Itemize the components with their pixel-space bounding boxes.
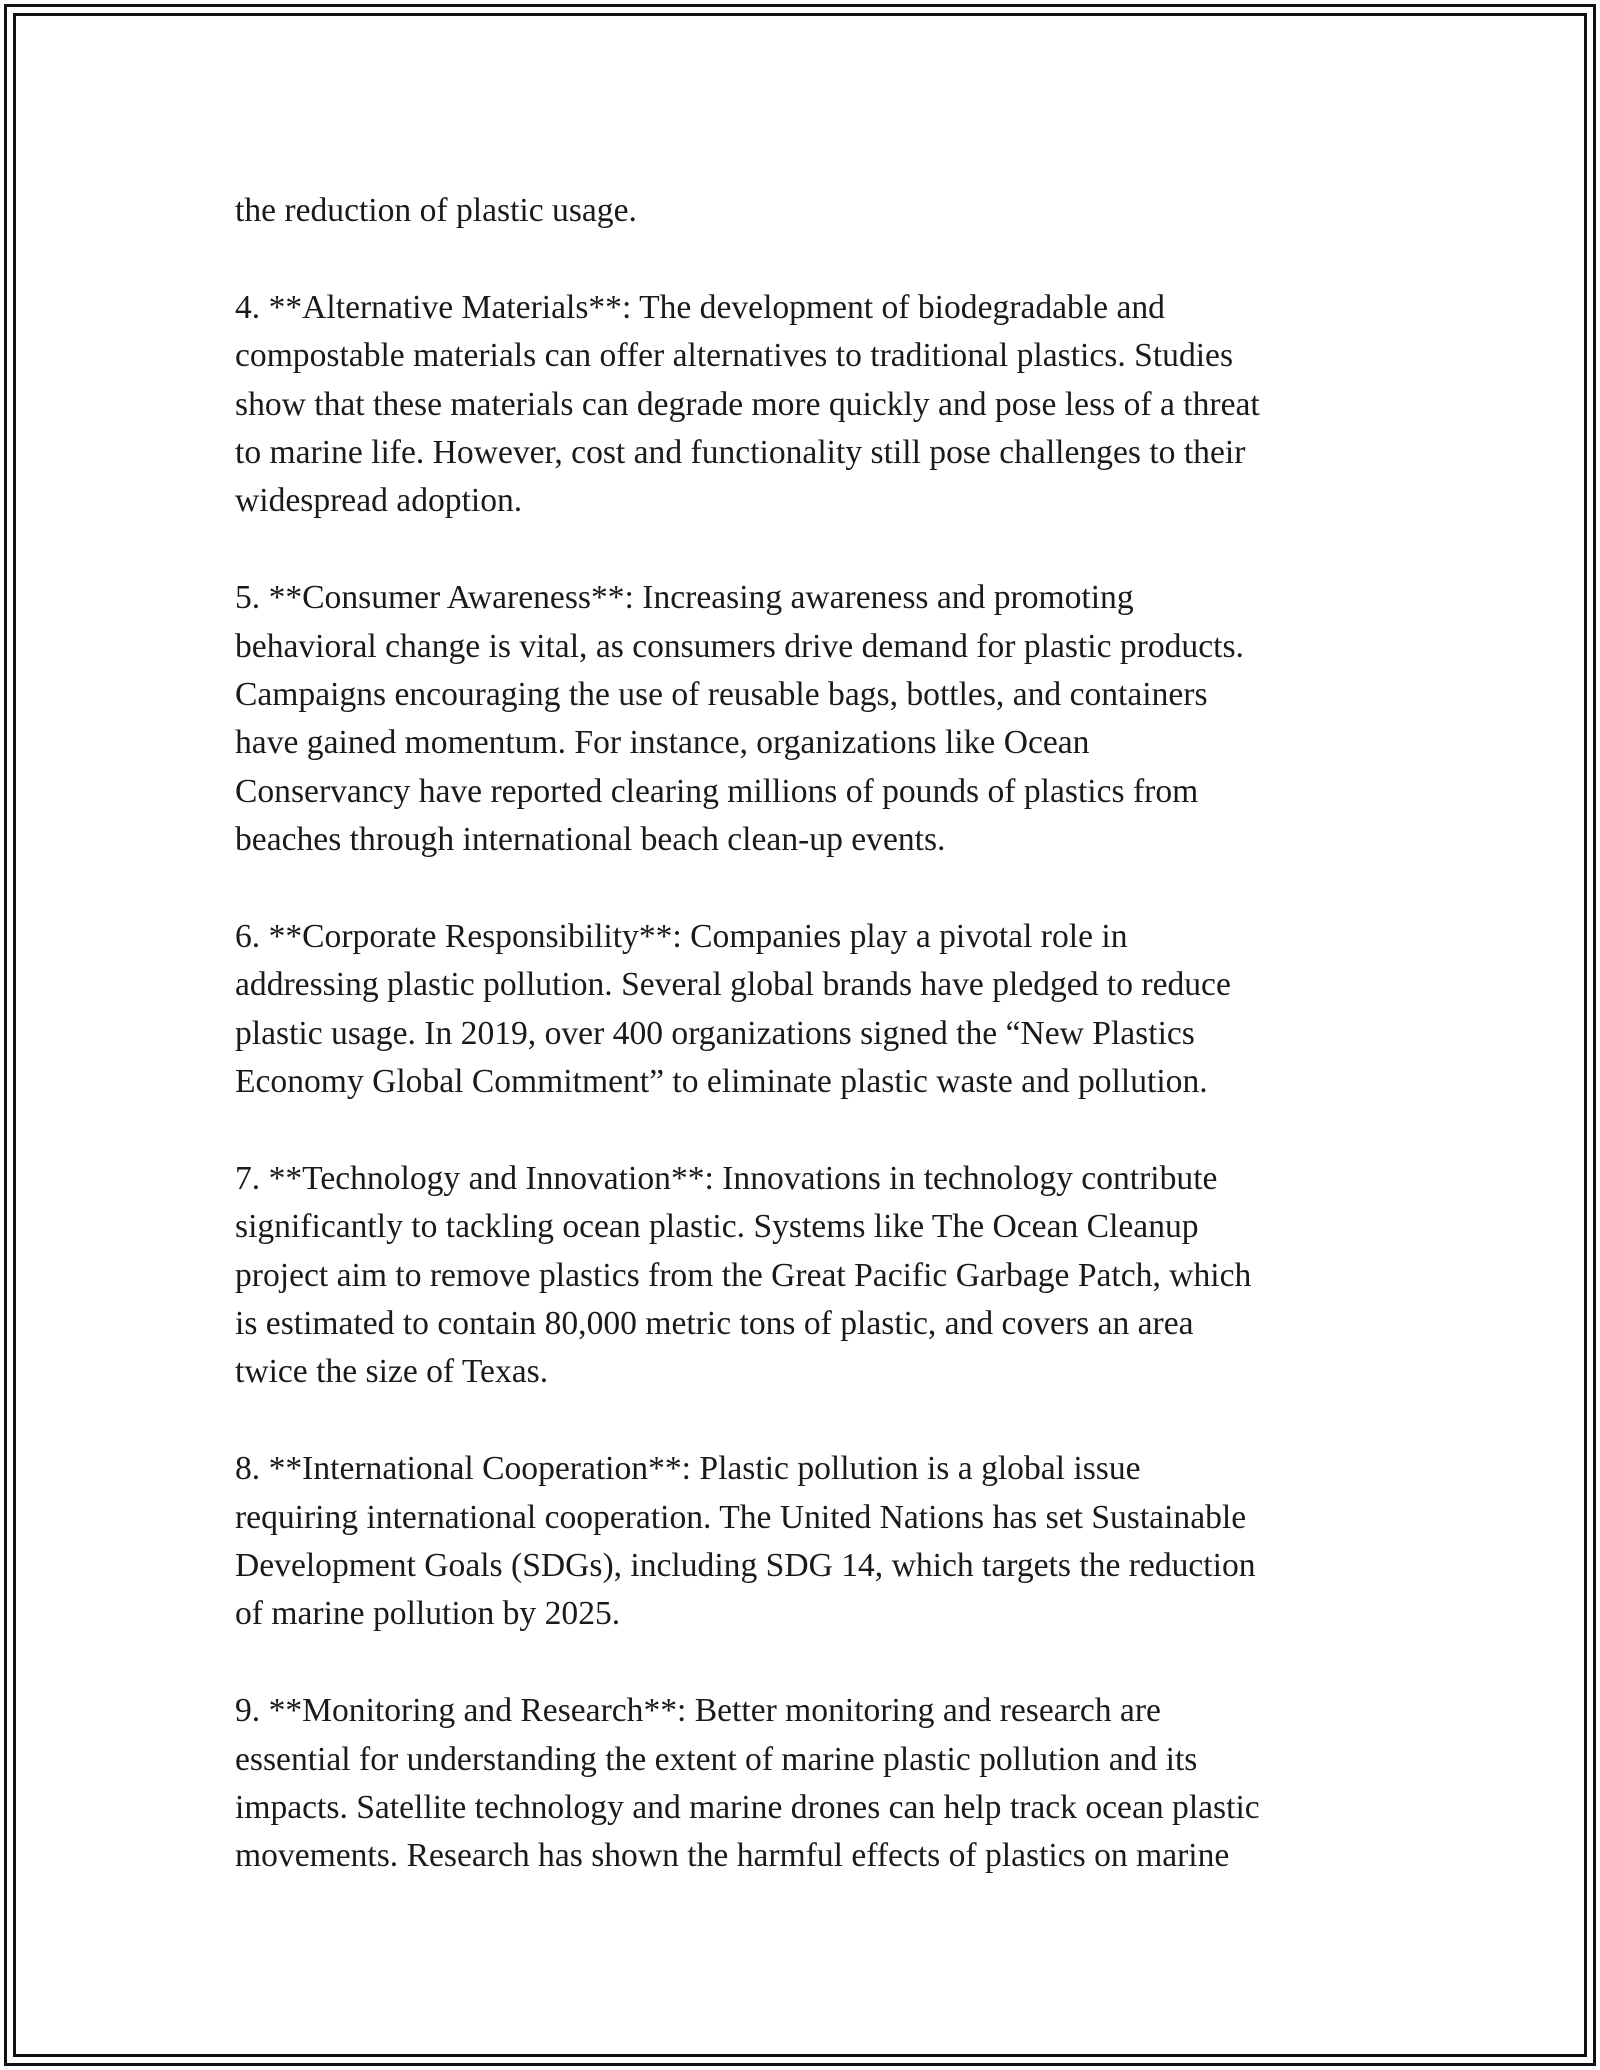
text-line: Economy Global Commitment” to eliminate plastic waste and pollution.: [235, 1063, 1208, 1101]
paragraph-item-5: [235, 574, 1365, 864]
text-line: 4. **Alternative Materials**: The development of biodegradable and: [235, 288, 1165, 326]
text-line: 6. **Corporate Responsibility**: Companies play a pivotal role in: [235, 917, 1128, 955]
paragraph-continuation: [235, 187, 1365, 235]
text-line: is estimated to contain 80,000 metric tons of plastic, and covers an area: [235, 1304, 1194, 1342]
text-line: of marine pollution by 2025.: [235, 1595, 621, 1633]
paragraph-item-8: [235, 1445, 1365, 1639]
text-line: behavioral change is vital, as consumers drive demand for plastic products.: [235, 627, 1244, 665]
text-line: essential for understanding the extent of marine plastic pollution and its: [235, 1740, 1198, 1778]
text-line: requiring international cooperation. The United Nations has set Sustainable: [235, 1498, 1247, 1536]
text-line: twice the size of Texas.: [235, 1353, 549, 1391]
text-line: movements. Research has shown the harmful effects of plastics on marine: [235, 1837, 1230, 1875]
paragraph-gap: [235, 1397, 1365, 1445]
text-line: beaches through international beach clean-up events.: [235, 821, 946, 859]
paragraph-item-4: [235, 284, 1365, 526]
text-line: 7. **Technology and Innovation**: Innovations in technology contribute: [235, 1159, 1218, 1197]
paragraph-gap: [235, 526, 1365, 574]
text-line: widespread adoption.: [235, 482, 523, 520]
text-line: the reduction of plastic usage.: [235, 192, 637, 229]
text-line: 9. **Monitoring and Research**: Better monitoring and research are: [235, 1692, 1161, 1730]
text-line: significantly to tackling ocean plastic. Systems like The Ocean Cleanup: [235, 1208, 1199, 1246]
text-line: 5. **Consumer Awareness**: Increasing awareness and promoting: [235, 579, 1134, 617]
text-line: Development Goals (SDGs), including SDG 14, which targets the reduction: [235, 1546, 1256, 1584]
paragraph-item-6: [235, 913, 1365, 1107]
text-line: addressing plastic pollution. Several global brands have pledged to reduce: [235, 966, 1231, 1004]
paragraph-gap: [235, 1106, 1365, 1154]
text-line: have gained momentum. For instance, organizations like Ocean: [235, 724, 1090, 762]
document-body: [235, 187, 1365, 1881]
text-line: plastic usage. In 2019, over 400 organizations signed the “New Plastics: [235, 1014, 1195, 1052]
paragraph-gap: [235, 1639, 1365, 1687]
text-line: 8. **International Cooperation**: Plastic pollution is a global issue: [235, 1450, 1141, 1488]
text-line: impacts. Satellite technology and marine drones can help track ocean plastic: [235, 1788, 1260, 1826]
text-line: project aim to remove plastics from the Great Pacific Garbage Patch, which: [235, 1256, 1252, 1294]
text-line: Campaigns encouraging the use of reusable bags, bottles, and containers: [235, 675, 1208, 713]
text-line: show that these materials can degrade more quickly and pose less of a threat: [235, 385, 1260, 423]
text-line: compostable materials can offer alternatives to traditional plastics. Studies: [235, 337, 1234, 375]
text-line: Conservancy have reported clearing millions of pounds of plastics from: [235, 772, 1199, 810]
paragraph-item-7: [235, 1155, 1365, 1397]
text-line: to marine life. However, cost and functionality still pose challenges to their: [235, 433, 1246, 471]
paragraph-item-9: [235, 1687, 1365, 1881]
paragraph-gap: [235, 235, 1365, 283]
paragraph-gap: [235, 864, 1365, 912]
